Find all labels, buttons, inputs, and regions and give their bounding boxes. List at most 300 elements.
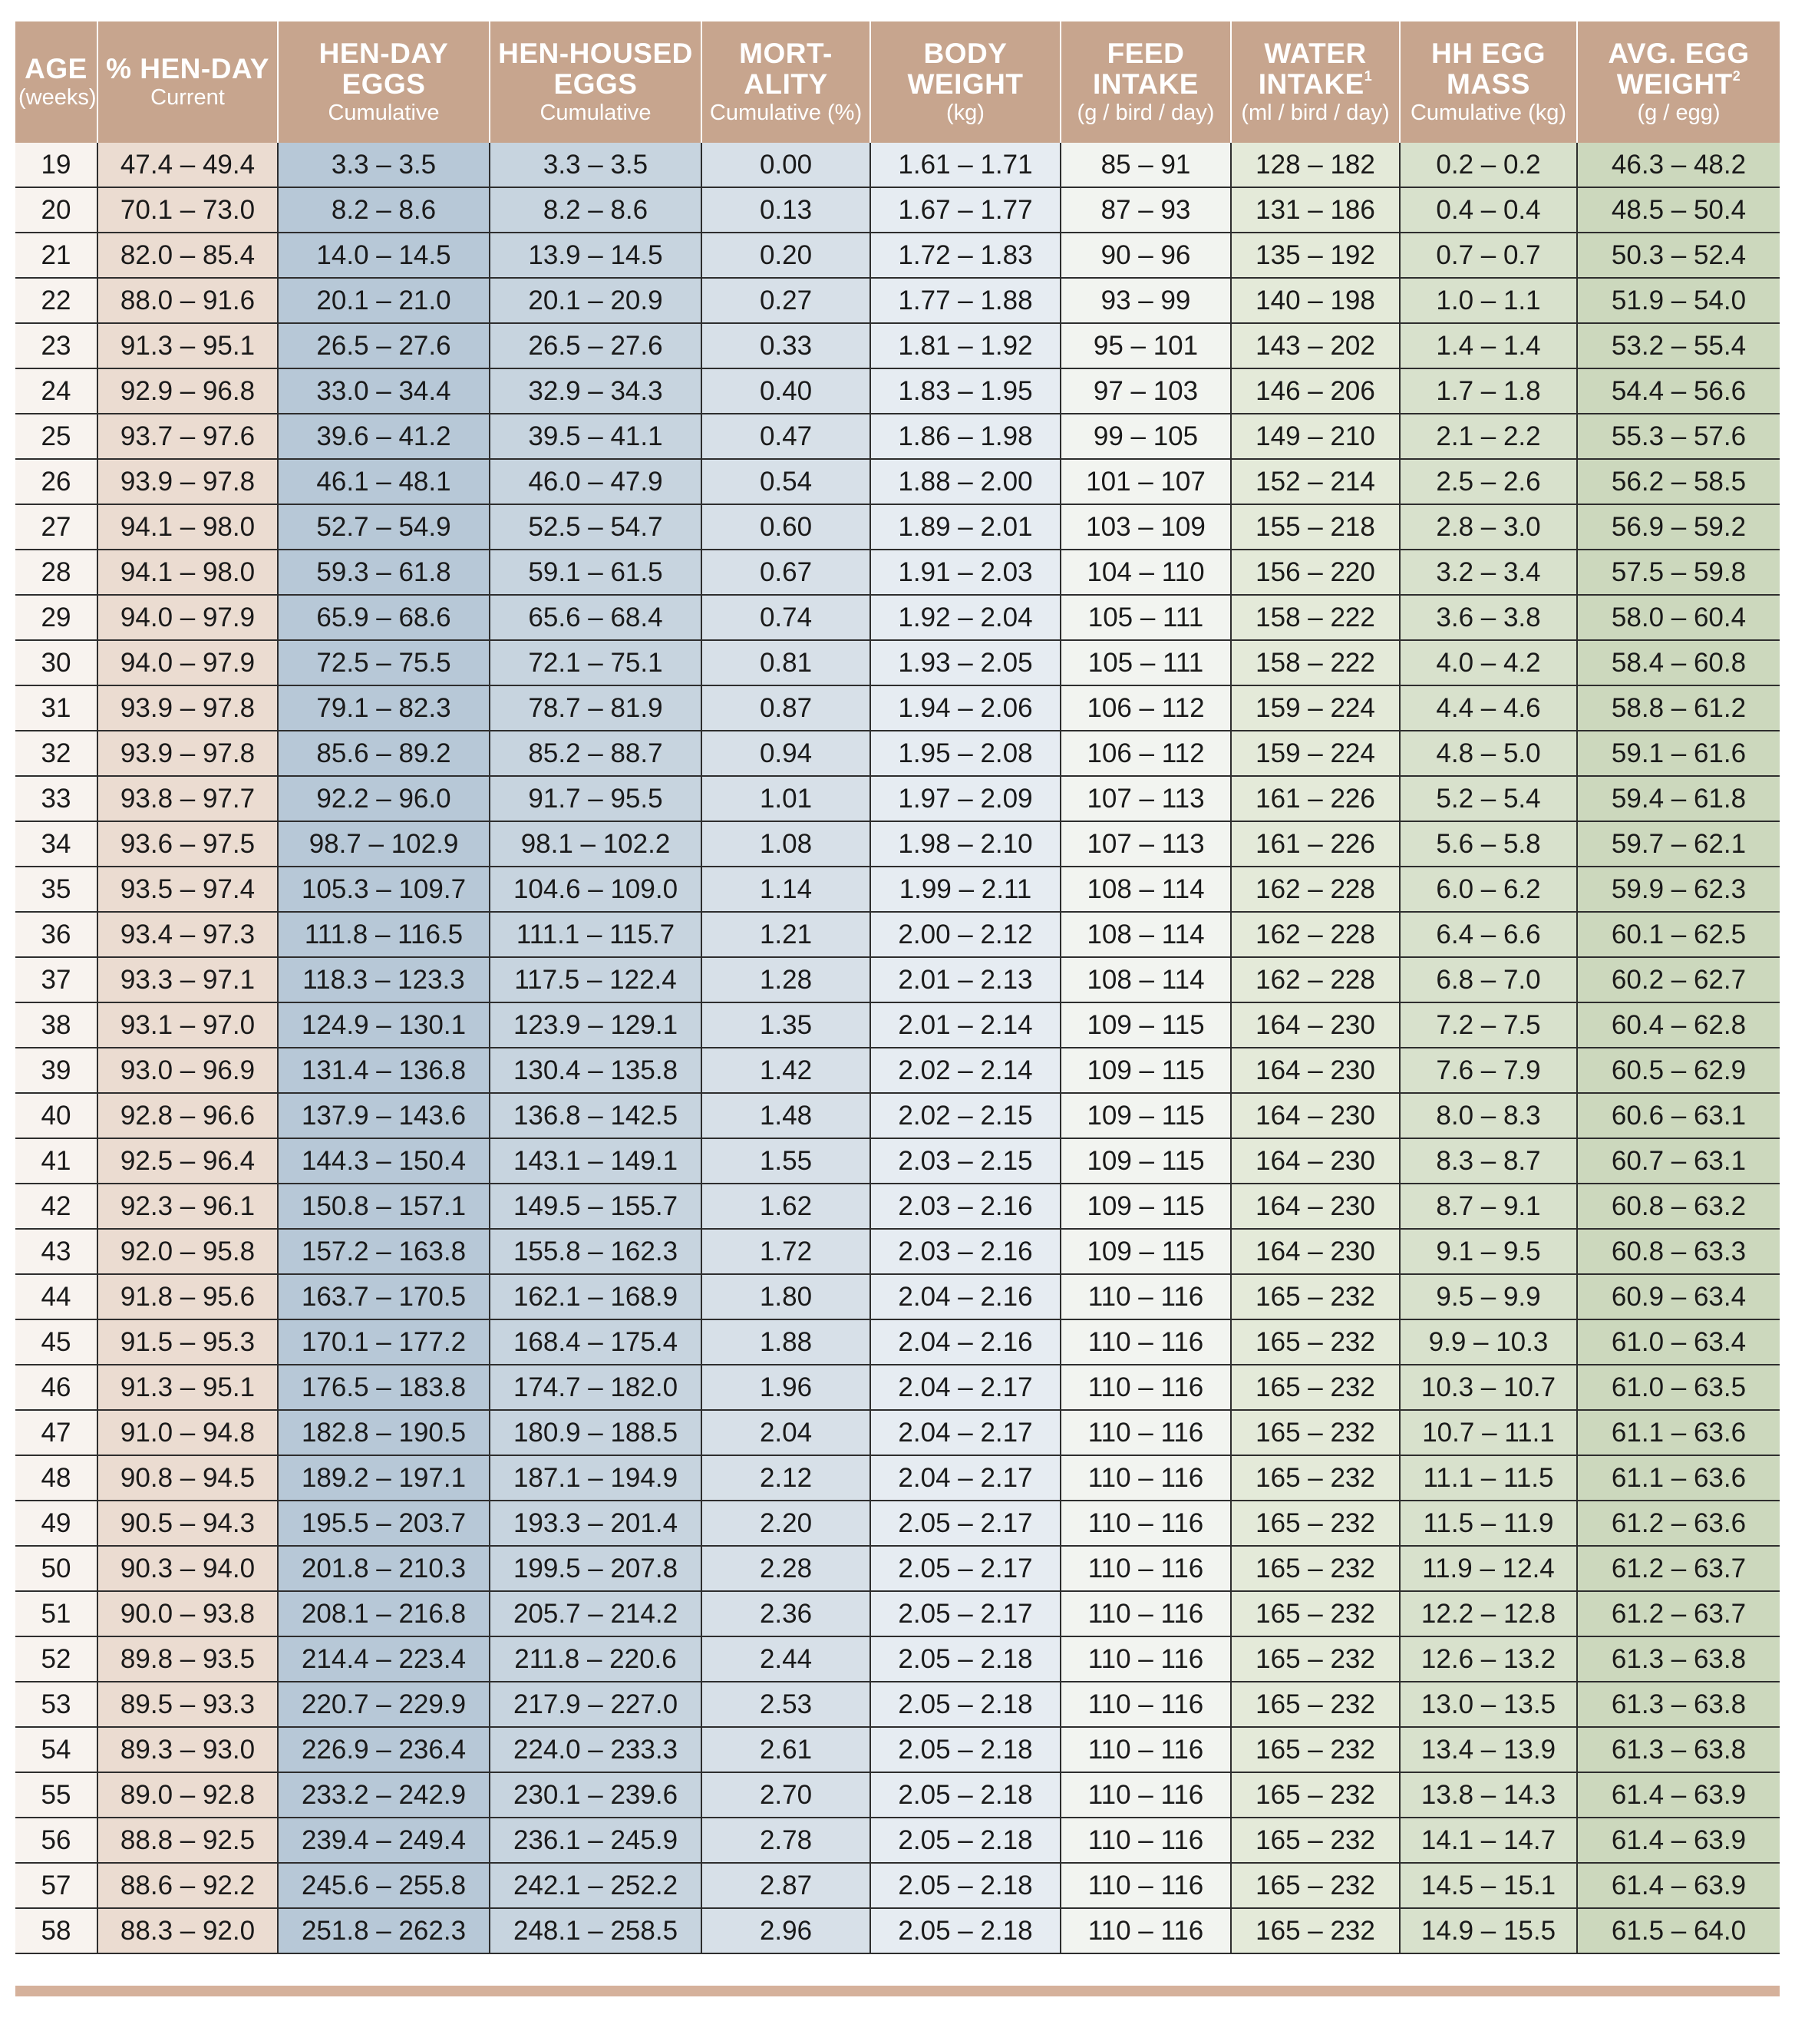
mortality-cell: 1.35 [701, 1002, 870, 1048]
table-row [15, 1410, 1780, 1455]
hen-day-eggs-cell: 46.1 – 48.1 [278, 459, 490, 504]
hen-housed-eggs-cell: 149.5 – 155.7 [490, 1184, 701, 1229]
mortality-cell: 2.96 [701, 1908, 870, 1953]
hen-day-eggs-cell: 189.2 – 197.1 [278, 1455, 490, 1501]
mortality-cell: 2.36 [701, 1591, 870, 1636]
avg-egg-weight-cell: 58.0 – 60.4 [1577, 595, 1780, 640]
table-row [15, 1682, 1780, 1727]
table-row [15, 1184, 1780, 1229]
mortality-cell: 1.01 [701, 776, 870, 821]
header-mortality: MORT- ALITY Cumulative (%) [701, 21, 870, 143]
body-weight-cell: 1.81 – 1.92 [870, 323, 1061, 368]
avg-egg-weight-cell: 58.8 – 61.2 [1577, 685, 1780, 731]
body-weight-cell: 2.05 – 2.18 [870, 1772, 1061, 1818]
hen-day-current-cell: 82.0 – 85.4 [97, 233, 278, 278]
mortality-cell: 2.70 [701, 1772, 870, 1818]
feed-intake-cell: 110 – 116 [1061, 1908, 1231, 1953]
avg-egg-weight-cell: 59.9 – 62.3 [1577, 867, 1780, 912]
table-row [15, 323, 1780, 368]
hh-egg-mass-cell: 5.6 – 5.8 [1400, 821, 1577, 867]
table-row [15, 1093, 1780, 1138]
hen-housed-eggs-cell: 248.1 – 258.5 [490, 1908, 701, 1953]
feed-intake-cell: 109 – 115 [1061, 1048, 1231, 1093]
hen-day-current-cell: 70.1 – 73.0 [97, 187, 278, 233]
water-intake-cell: 165 – 232 [1231, 1410, 1400, 1455]
body-weight-cell: 2.05 – 2.18 [870, 1727, 1061, 1772]
hh-egg-mass-cell: 0.4 – 0.4 [1400, 187, 1577, 233]
water-intake-cell: 152 – 214 [1231, 459, 1400, 504]
water-intake-cell: 165 – 232 [1231, 1727, 1400, 1772]
footnote-marker: 1 [1364, 68, 1373, 84]
water-intake-cell: 156 – 220 [1231, 550, 1400, 595]
avg-egg-weight-cell: 59.7 – 62.1 [1577, 821, 1780, 867]
mortality-cell: 0.27 [701, 278, 870, 323]
body-weight-cell: 1.95 – 2.08 [870, 731, 1061, 776]
feed-intake-cell: 106 – 112 [1061, 731, 1231, 776]
hh-egg-mass-cell: 9.5 – 9.9 [1400, 1274, 1577, 1319]
header-avg-egg-weight: AVG. EGG WEIGHT$^2$ (g / egg) [1577, 21, 1780, 143]
hen-day-eggs-cell: 214.4 – 223.4 [278, 1636, 490, 1682]
body-weight-cell: 1.97 – 2.09 [870, 776, 1061, 821]
hen-day-current-cell: 90.3 – 94.0 [97, 1546, 278, 1591]
table-row [15, 1772, 1780, 1818]
hh-egg-mass-cell: 6.8 – 7.0 [1400, 957, 1577, 1002]
hen-housed-eggs-cell: 205.7 – 214.2 [490, 1591, 701, 1636]
mortality-cell: 0.47 [701, 414, 870, 459]
mortality-cell: 1.08 [701, 821, 870, 867]
mortality-cell: 1.14 [701, 867, 870, 912]
feed-intake-cell: 110 – 116 [1061, 1863, 1231, 1908]
hen-housed-eggs-cell: 111.1 – 115.7 [490, 912, 701, 957]
table-row [15, 414, 1780, 459]
hen-housed-eggs-cell: 211.8 – 220.6 [490, 1636, 701, 1682]
hh-egg-mass-cell: 3.2 – 3.4 [1400, 550, 1577, 595]
body-weight-cell: 2.03 – 2.15 [870, 1138, 1061, 1184]
hen-housed-eggs-cell: 168.4 – 175.4 [490, 1319, 701, 1365]
table-row [15, 1048, 1780, 1093]
feed-intake-cell: 110 – 116 [1061, 1636, 1231, 1682]
hen-housed-eggs-cell: 224.0 – 233.3 [490, 1727, 701, 1772]
table-row [15, 1229, 1780, 1274]
hh-egg-mass-cell: 8.0 – 8.3 [1400, 1093, 1577, 1138]
hen-housed-eggs-cell: 180.9 – 188.5 [490, 1410, 701, 1455]
age-cell: 57 [15, 1863, 97, 1908]
age-cell: 42 [15, 1184, 97, 1229]
hen-housed-eggs-cell: 32.9 – 34.3 [490, 368, 701, 414]
header-hen-day-current: % HEN-DAY Current [97, 21, 278, 143]
header-water-intake: WATER INTAKE$^1$ (ml / bird / day) [1231, 21, 1400, 143]
water-intake-cell: 143 – 202 [1231, 323, 1400, 368]
feed-intake-cell: 110 – 116 [1061, 1772, 1231, 1818]
hen-housed-eggs-cell: 236.1 – 245.9 [490, 1818, 701, 1863]
table-row [15, 1002, 1780, 1048]
age-cell: 29 [15, 595, 97, 640]
feed-intake-cell: 109 – 115 [1061, 1229, 1231, 1274]
age-cell: 39 [15, 1048, 97, 1093]
body-weight-cell: 2.04 – 2.17 [870, 1365, 1061, 1410]
age-cell: 30 [15, 640, 97, 685]
hen-day-eggs-cell: 59.3 – 61.8 [278, 550, 490, 595]
age-cell: 45 [15, 1319, 97, 1365]
mortality-cell: 1.42 [701, 1048, 870, 1093]
hh-egg-mass-cell: 12.2 – 12.8 [1400, 1591, 1577, 1636]
hen-day-eggs-cell: 72.5 – 75.5 [278, 640, 490, 685]
body-weight-cell: 1.99 – 2.11 [870, 867, 1061, 912]
hen-day-eggs-cell: 226.9 – 236.4 [278, 1727, 490, 1772]
hen-day-current-cell: 91.8 – 95.6 [97, 1274, 278, 1319]
mortality-cell: 1.55 [701, 1138, 870, 1184]
hh-egg-mass-cell: 8.3 – 8.7 [1400, 1138, 1577, 1184]
body-weight-cell: 1.98 – 2.10 [870, 821, 1061, 867]
hen-day-current-cell: 92.8 – 96.6 [97, 1093, 278, 1138]
avg-egg-weight-cell: 61.0 – 63.5 [1577, 1365, 1780, 1410]
avg-egg-weight-cell: 61.1 – 63.6 [1577, 1410, 1780, 1455]
avg-egg-weight-cell: 60.1 – 62.5 [1577, 912, 1780, 957]
mortality-cell: 1.88 [701, 1319, 870, 1365]
footnote-marker: 2 [1732, 68, 1741, 84]
hh-egg-mass-cell: 1.7 – 1.8 [1400, 368, 1577, 414]
table-row [15, 595, 1780, 640]
mortality-cell: 1.62 [701, 1184, 870, 1229]
table-row [15, 504, 1780, 550]
age-cell: 43 [15, 1229, 97, 1274]
age-cell: 34 [15, 821, 97, 867]
hen-day-current-cell: 47.4 – 49.4 [97, 143, 278, 187]
hh-egg-mass-cell: 4.8 – 5.0 [1400, 731, 1577, 776]
hen-day-eggs-cell: 239.4 – 249.4 [278, 1818, 490, 1863]
age-cell: 28 [15, 550, 97, 595]
table-row [15, 867, 1780, 912]
hh-egg-mass-cell: 7.2 – 7.5 [1400, 1002, 1577, 1048]
hen-day-eggs-cell: 170.1 – 177.2 [278, 1319, 490, 1365]
feed-intake-cell: 95 – 101 [1061, 323, 1231, 368]
body-weight-cell: 2.05 – 2.18 [870, 1682, 1061, 1727]
hen-day-eggs-cell: 157.2 – 163.8 [278, 1229, 490, 1274]
body-weight-cell: 2.03 – 2.16 [870, 1184, 1061, 1229]
hen-day-current-cell: 93.4 – 97.3 [97, 912, 278, 957]
table-row [15, 1818, 1780, 1863]
feed-intake-cell: 103 – 109 [1061, 504, 1231, 550]
feed-intake-cell: 107 – 113 [1061, 776, 1231, 821]
body-weight-cell: 1.94 – 2.06 [870, 685, 1061, 731]
water-intake-cell: 128 – 182 [1231, 143, 1400, 187]
hen-day-current-cell: 93.8 – 97.7 [97, 776, 278, 821]
body-weight-cell: 2.04 – 2.17 [870, 1410, 1061, 1455]
hen-day-current-cell: 91.5 – 95.3 [97, 1319, 278, 1365]
feed-intake-cell: 90 – 96 [1061, 233, 1231, 278]
table-row [15, 776, 1780, 821]
feed-intake-cell: 110 – 116 [1061, 1727, 1231, 1772]
mortality-cell: 1.48 [701, 1093, 870, 1138]
hen-housed-eggs-cell: 199.5 – 207.8 [490, 1546, 701, 1591]
age-cell: 50 [15, 1546, 97, 1591]
hen-housed-eggs-cell: 136.8 – 142.5 [490, 1093, 701, 1138]
table-row [15, 1319, 1780, 1365]
body-weight-cell: 2.03 – 2.16 [870, 1229, 1061, 1274]
feed-intake-cell: 110 – 116 [1061, 1818, 1231, 1863]
avg-egg-weight-cell: 61.3 – 63.8 [1577, 1682, 1780, 1727]
body-weight-cell: 2.01 – 2.13 [870, 957, 1061, 1002]
table-row [15, 1455, 1780, 1501]
water-intake-cell: 164 – 230 [1231, 1138, 1400, 1184]
avg-egg-weight-cell: 60.8 – 63.2 [1577, 1184, 1780, 1229]
hh-egg-mass-cell: 2.1 – 2.2 [1400, 414, 1577, 459]
table-row [15, 821, 1780, 867]
age-cell: 38 [15, 1002, 97, 1048]
avg-egg-weight-cell: 61.2 – 63.7 [1577, 1591, 1780, 1636]
hh-egg-mass-cell: 1.0 – 1.1 [1400, 278, 1577, 323]
table-bottom-bar [15, 1986, 1780, 1996]
hen-day-eggs-cell: 131.4 – 136.8 [278, 1048, 490, 1093]
water-intake-cell: 165 – 232 [1231, 1636, 1400, 1682]
age-cell: 21 [15, 233, 97, 278]
water-intake-cell: 165 – 232 [1231, 1319, 1400, 1365]
hen-day-eggs-cell: 208.1 – 216.8 [278, 1591, 490, 1636]
mortality-cell: 0.94 [701, 731, 870, 776]
table-row [15, 1365, 1780, 1410]
age-cell: 58 [15, 1908, 97, 1953]
hen-day-eggs-cell: 245.6 – 255.8 [278, 1863, 490, 1908]
hh-egg-mass-cell: 0.7 – 0.7 [1400, 233, 1577, 278]
avg-egg-weight-cell: 53.2 – 55.4 [1577, 323, 1780, 368]
avg-egg-weight-cell: 55.3 – 57.6 [1577, 414, 1780, 459]
body-weight-cell: 2.04 – 2.17 [870, 1455, 1061, 1501]
hh-egg-mass-cell: 14.1 – 14.7 [1400, 1818, 1577, 1863]
feed-intake-cell: 108 – 114 [1061, 912, 1231, 957]
feed-intake-cell: 106 – 112 [1061, 685, 1231, 731]
mortality-cell: 2.20 [701, 1501, 870, 1546]
mortality-cell: 0.60 [701, 504, 870, 550]
hen-day-current-cell: 94.1 – 98.0 [97, 550, 278, 595]
table-row [15, 368, 1780, 414]
body-weight-cell: 1.72 – 1.83 [870, 233, 1061, 278]
feed-intake-cell: 87 – 93 [1061, 187, 1231, 233]
hen-day-current-cell: 89.3 – 93.0 [97, 1727, 278, 1772]
header-hen-day-eggs: HEN-DAY EGGS Cumulative [278, 21, 490, 143]
water-intake-cell: 165 – 232 [1231, 1908, 1400, 1953]
age-cell: 52 [15, 1636, 97, 1682]
avg-egg-weight-cell: 59.4 – 61.8 [1577, 776, 1780, 821]
hen-day-current-cell: 88.3 – 92.0 [97, 1908, 278, 1953]
avg-egg-weight-cell: 51.9 – 54.0 [1577, 278, 1780, 323]
avg-egg-weight-cell: 57.5 – 59.8 [1577, 550, 1780, 595]
hen-day-eggs-cell: 65.9 – 68.6 [278, 595, 490, 640]
water-intake-cell: 164 – 230 [1231, 1229, 1400, 1274]
hh-egg-mass-cell: 12.6 – 13.2 [1400, 1636, 1577, 1682]
table-row [15, 1727, 1780, 1772]
hen-day-eggs-cell: 150.8 – 157.1 [278, 1184, 490, 1229]
hh-egg-mass-cell: 11.1 – 11.5 [1400, 1455, 1577, 1501]
hen-housed-eggs-cell: 78.7 – 81.9 [490, 685, 701, 731]
hen-day-current-cell: 89.8 – 93.5 [97, 1636, 278, 1682]
feed-intake-cell: 109 – 115 [1061, 1184, 1231, 1229]
hen-housed-eggs-cell: 46.0 – 47.9 [490, 459, 701, 504]
hh-egg-mass-cell: 11.9 – 12.4 [1400, 1546, 1577, 1591]
body-weight-cell: 2.04 – 2.16 [870, 1274, 1061, 1319]
hen-day-eggs-cell: 3.3 – 3.5 [278, 143, 490, 187]
hen-housed-eggs-cell: 52.5 – 54.7 [490, 504, 701, 550]
feed-intake-cell: 105 – 111 [1061, 595, 1231, 640]
body-weight-cell: 2.05 – 2.18 [870, 1863, 1061, 1908]
age-cell: 41 [15, 1138, 97, 1184]
feed-intake-cell: 109 – 115 [1061, 1002, 1231, 1048]
header-hh-egg-mass: HH EGG MASS Cumulative (kg) [1400, 21, 1577, 143]
hen-day-current-cell: 91.0 – 94.8 [97, 1410, 278, 1455]
avg-egg-weight-cell: 60.9 – 63.4 [1577, 1274, 1780, 1319]
hen-day-current-cell: 93.6 – 97.5 [97, 821, 278, 867]
table-row [15, 1863, 1780, 1908]
hen-housed-eggs-cell: 3.3 – 3.5 [490, 143, 701, 187]
hen-day-eggs-cell: 8.2 – 8.6 [278, 187, 490, 233]
hen-day-eggs-cell: 111.8 – 116.5 [278, 912, 490, 957]
body-weight-cell: 1.77 – 1.88 [870, 278, 1061, 323]
water-intake-cell: 165 – 232 [1231, 1863, 1400, 1908]
hen-day-eggs-cell: 118.3 – 123.3 [278, 957, 490, 1002]
feed-intake-cell: 110 – 116 [1061, 1591, 1231, 1636]
mortality-cell: 2.28 [701, 1546, 870, 1591]
header-hen-housed-eggs: HEN-HOUSED EGGS Cumulative [490, 21, 701, 143]
table-row [15, 640, 1780, 685]
body-weight-cell: 2.04 – 2.16 [870, 1319, 1061, 1365]
header-feed-intake: FEED INTAKE (g / bird / day) [1061, 21, 1231, 143]
water-intake-cell: 165 – 232 [1231, 1455, 1400, 1501]
hh-egg-mass-cell: 11.5 – 11.9 [1400, 1501, 1577, 1546]
mortality-cell: 1.96 [701, 1365, 870, 1410]
avg-egg-weight-cell: 61.4 – 63.9 [1577, 1818, 1780, 1863]
performance-table-wrapper [15, 21, 1780, 1954]
age-cell: 55 [15, 1772, 97, 1818]
water-intake-cell: 165 – 232 [1231, 1501, 1400, 1546]
avg-egg-weight-cell: 61.2 – 63.6 [1577, 1501, 1780, 1546]
hen-housed-eggs-cell: 59.1 – 61.5 [490, 550, 701, 595]
body-weight-cell: 2.02 – 2.15 [870, 1093, 1061, 1138]
mortality-cell: 0.67 [701, 550, 870, 595]
mortality-cell: 0.00 [701, 143, 870, 187]
hen-day-eggs-cell: 195.5 – 203.7 [278, 1501, 490, 1546]
water-intake-cell: 165 – 232 [1231, 1591, 1400, 1636]
table-row [15, 957, 1780, 1002]
age-cell: 51 [15, 1591, 97, 1636]
hen-housed-eggs-cell: 193.3 – 201.4 [490, 1501, 701, 1546]
feed-intake-cell: 108 – 114 [1061, 867, 1231, 912]
hh-egg-mass-cell: 6.4 – 6.6 [1400, 912, 1577, 957]
hen-housed-eggs-cell: 65.6 – 68.4 [490, 595, 701, 640]
feed-intake-cell: 105 – 111 [1061, 640, 1231, 685]
hen-day-current-cell: 92.3 – 96.1 [97, 1184, 278, 1229]
mortality-cell: 2.78 [701, 1818, 870, 1863]
mortality-cell: 2.61 [701, 1727, 870, 1772]
mortality-cell: 1.72 [701, 1229, 870, 1274]
hh-egg-mass-cell: 8.7 – 9.1 [1400, 1184, 1577, 1229]
mortality-cell: 0.87 [701, 685, 870, 731]
feed-intake-cell: 85 – 91 [1061, 143, 1231, 187]
age-cell: 20 [15, 187, 97, 233]
hen-day-current-cell: 88.6 – 92.2 [97, 1863, 278, 1908]
age-cell: 49 [15, 1501, 97, 1546]
table-row [15, 1274, 1780, 1319]
hen-housed-eggs-cell: 85.2 – 88.7 [490, 731, 701, 776]
hh-egg-mass-cell: 14.5 – 15.1 [1400, 1863, 1577, 1908]
hen-day-current-cell: 93.0 – 96.9 [97, 1048, 278, 1093]
body-weight-cell: 1.61 – 1.71 [870, 143, 1061, 187]
feed-intake-cell: 104 – 110 [1061, 550, 1231, 595]
age-cell: 37 [15, 957, 97, 1002]
age-cell: 47 [15, 1410, 97, 1455]
water-intake-cell: 164 – 230 [1231, 1002, 1400, 1048]
hen-day-current-cell: 92.0 – 95.8 [97, 1229, 278, 1274]
body-weight-cell: 2.05 – 2.18 [870, 1908, 1061, 1953]
body-weight-cell: 1.86 – 1.98 [870, 414, 1061, 459]
body-weight-cell: 1.67 – 1.77 [870, 187, 1061, 233]
hen-housed-eggs-cell: 242.1 – 252.2 [490, 1863, 701, 1908]
mortality-cell: 0.40 [701, 368, 870, 414]
avg-egg-weight-cell: 56.9 – 59.2 [1577, 504, 1780, 550]
hh-egg-mass-cell: 9.9 – 10.3 [1400, 1319, 1577, 1365]
hen-day-current-cell: 94.0 – 97.9 [97, 595, 278, 640]
header-age: AGE (weeks) [15, 21, 97, 143]
hen-day-current-cell: 90.8 – 94.5 [97, 1455, 278, 1501]
feed-intake-cell: 97 – 103 [1061, 368, 1231, 414]
water-intake-cell: 165 – 232 [1231, 1365, 1400, 1410]
hen-day-eggs-cell: 124.9 – 130.1 [278, 1002, 490, 1048]
body-weight-cell: 1.93 – 2.05 [870, 640, 1061, 685]
age-cell: 32 [15, 731, 97, 776]
water-intake-cell: 135 – 192 [1231, 233, 1400, 278]
hen-day-eggs-cell: 137.9 – 143.6 [278, 1093, 490, 1138]
table-row [15, 459, 1780, 504]
table-row [15, 1636, 1780, 1682]
water-intake-cell: 140 – 198 [1231, 278, 1400, 323]
hen-housed-eggs-cell: 13.9 – 14.5 [490, 233, 701, 278]
hen-day-eggs-cell: 20.1 – 21.0 [278, 278, 490, 323]
hh-egg-mass-cell: 5.2 – 5.4 [1400, 776, 1577, 821]
age-cell: 35 [15, 867, 97, 912]
age-cell: 56 [15, 1818, 97, 1863]
hen-day-current-cell: 89.5 – 93.3 [97, 1682, 278, 1727]
hen-day-eggs-cell: 220.7 – 229.9 [278, 1682, 490, 1727]
table-row [15, 278, 1780, 323]
hen-day-current-cell: 93.9 – 97.8 [97, 459, 278, 504]
hh-egg-mass-cell: 0.2 – 0.2 [1400, 143, 1577, 187]
avg-egg-weight-cell: 58.4 – 60.8 [1577, 640, 1780, 685]
avg-egg-weight-cell: 50.3 – 52.4 [1577, 233, 1780, 278]
age-cell: 54 [15, 1727, 97, 1772]
avg-egg-weight-cell: 60.2 – 62.7 [1577, 957, 1780, 1002]
avg-egg-weight-cell: 61.2 – 63.7 [1577, 1546, 1780, 1591]
hen-day-eggs-cell: 39.6 – 41.2 [278, 414, 490, 459]
hen-day-current-cell: 93.9 – 97.8 [97, 685, 278, 731]
avg-egg-weight-cell: 61.4 – 63.9 [1577, 1863, 1780, 1908]
hen-day-eggs-cell: 26.5 – 27.6 [278, 323, 490, 368]
hh-egg-mass-cell: 1.4 – 1.4 [1400, 323, 1577, 368]
body-weight-cell: 2.05 – 2.18 [870, 1818, 1061, 1863]
header-body-weight: BODY WEIGHT (kg) [870, 21, 1061, 143]
body-weight-cell: 2.05 – 2.17 [870, 1591, 1061, 1636]
performance-table [15, 21, 1780, 1954]
avg-egg-weight-cell: 60.4 – 62.8 [1577, 1002, 1780, 1048]
body-weight-cell: 1.91 – 2.03 [870, 550, 1061, 595]
table-row [15, 143, 1780, 187]
water-intake-cell: 164 – 230 [1231, 1184, 1400, 1229]
avg-egg-weight-cell: 61.0 – 63.4 [1577, 1319, 1780, 1365]
hen-housed-eggs-cell: 187.1 – 194.9 [490, 1455, 701, 1501]
hh-egg-mass-cell: 13.4 – 13.9 [1400, 1727, 1577, 1772]
body-weight-cell: 2.01 – 2.14 [870, 1002, 1061, 1048]
avg-egg-weight-cell: 60.7 – 63.1 [1577, 1138, 1780, 1184]
avg-egg-weight-cell: 61.3 – 63.8 [1577, 1636, 1780, 1682]
body-weight-cell: 1.88 – 2.00 [870, 459, 1061, 504]
hh-egg-mass-cell: 13.0 – 13.5 [1400, 1682, 1577, 1727]
